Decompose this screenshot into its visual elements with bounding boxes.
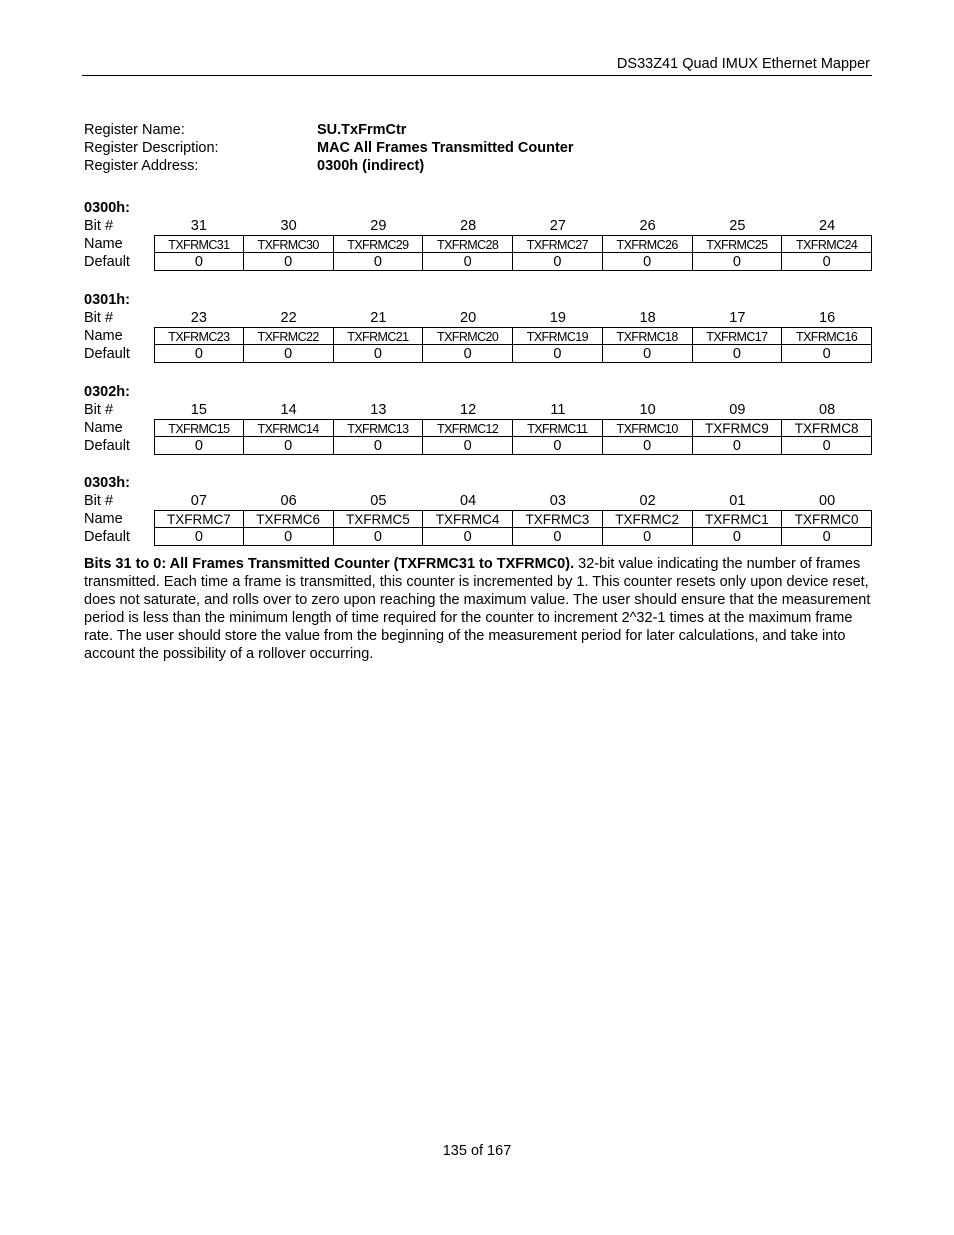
- register-name-label: Register Name:: [84, 122, 185, 138]
- bit-number: 29: [370, 218, 387, 234]
- bit-default-row: [84, 437, 874, 455]
- bit-default-cell: 0: [154, 253, 244, 271]
- bit-number: 08: [819, 402, 836, 418]
- bit-name-cell: TXFRMC18: [603, 327, 693, 345]
- bit-name-cell: TXFRMC22: [244, 327, 334, 345]
- bit-default-cell: 0: [513, 528, 603, 546]
- bit-number: 14: [280, 402, 297, 418]
- bit-name-cell: TXFRMC28: [423, 235, 513, 253]
- bit-default-cell: 0: [244, 345, 334, 363]
- bit-default-cell: 0: [423, 345, 513, 363]
- bit-name-cell: TXFRMC27: [513, 235, 603, 253]
- bit-name-row: [84, 235, 874, 253]
- bit-name-cell: TXFRMC1: [693, 510, 783, 528]
- register-address-label: Register Address:: [84, 158, 199, 174]
- bit-name-cell: TXFRMC3: [513, 510, 603, 528]
- bit-name-cell: TXFRMC11: [513, 419, 603, 437]
- bit-name-cell: TXFRMC31: [154, 235, 244, 253]
- bit-number: 10: [639, 402, 656, 418]
- bit-name-cell: TXFRMC30: [244, 235, 334, 253]
- bit-number: 31: [190, 218, 207, 234]
- bit-number: 22: [280, 310, 297, 326]
- register-description-value: MAC All Frames Transmitted Counter: [317, 140, 574, 156]
- row-label: Default: [84, 346, 130, 362]
- bit-name-cell: TXFRMC8: [782, 419, 872, 437]
- bit-default-cell: 0: [782, 437, 872, 455]
- register-address-value: 0300h (indirect): [317, 158, 425, 174]
- bit-default-cell: 0: [154, 528, 244, 546]
- bit-default-cell: 0: [693, 437, 783, 455]
- bit-number: 21: [370, 310, 387, 326]
- bit-default-cell: 0: [782, 253, 872, 271]
- bit-name-cell: TXFRMC10: [603, 419, 693, 437]
- bit-name-row-cells: [154, 510, 872, 528]
- register-info: [84, 121, 573, 175]
- row-label: Default: [84, 254, 130, 270]
- bit-default-cell: 0: [334, 253, 424, 271]
- bit-default-cell: 0: [782, 528, 872, 546]
- bit-default-cell: 0: [154, 437, 244, 455]
- bit-default-cell: 0: [693, 253, 783, 271]
- row-label: Bit #: [84, 493, 114, 509]
- bit-number: 27: [549, 218, 566, 234]
- bit-default-cell: 0: [603, 253, 693, 271]
- row-label: Default: [84, 529, 130, 545]
- bit-number: 07: [190, 493, 207, 509]
- register-block-address: 0300h:: [84, 200, 130, 216]
- bit-number-row: [84, 309, 874, 327]
- bit-number: 17: [729, 310, 746, 326]
- bit-default-cell: 0: [513, 345, 603, 363]
- bit-name-cell: TXFRMC13: [334, 419, 424, 437]
- row-label: Name: [84, 328, 123, 344]
- bit-number: 13: [370, 402, 387, 418]
- bit-default-cell: 0: [603, 437, 693, 455]
- row-label: Bit #: [84, 218, 114, 234]
- bit-number: 18: [639, 310, 656, 326]
- bit-number-row: [84, 401, 874, 419]
- bit-default-cell: 0: [513, 437, 603, 455]
- bit-number: 30: [280, 218, 297, 234]
- bit-number-row-cells: [154, 217, 872, 235]
- row-label: Bit #: [84, 310, 114, 326]
- bit-number: 26: [639, 218, 656, 234]
- bit-default-cell: 0: [603, 528, 693, 546]
- bit-default-cell: 0: [693, 345, 783, 363]
- bit-name-cell: TXFRMC5: [334, 510, 424, 528]
- bit-default-row-cells: [154, 345, 872, 363]
- bit-name-cell: TXFRMC4: [423, 510, 513, 528]
- bit-number: 20: [460, 310, 477, 326]
- bit-default-cell: 0: [782, 345, 872, 363]
- bit-name-row: [84, 510, 874, 528]
- bit-number-row-cells: [154, 309, 872, 327]
- register-description-label: Register Description:: [84, 140, 219, 156]
- bit-name-cell: TXFRMC26: [603, 235, 693, 253]
- bit-number: 12: [460, 402, 477, 418]
- bit-default-row-cells: [154, 253, 872, 271]
- bit-name-cell: TXFRMC23: [154, 327, 244, 345]
- bit-number: 23: [190, 310, 207, 326]
- bit-name-cell: TXFRMC0: [782, 510, 872, 528]
- page-number: 135 of 167: [442, 1143, 512, 1159]
- bit-number: 19: [549, 310, 566, 326]
- bit-name-row-cells: [154, 419, 872, 437]
- bit-description-text: 32-bit value indicating the number of frames transmitted. Each time a frame is transmitted, this counter is incremented by 1. This counter resets only upon device reset, does not saturate, and rolls over to zero upon reaching the maximum value. The user should ensure that the measurement period is less than the minimum length of time required for the counter to increment 2^32-1 times at the maximum frame rate. The user should store the value from the beginning of the measurement period for later calculations, and take into account the possibility of a rollover occurring.: [84, 556, 871, 662]
- bit-default-cell: 0: [423, 253, 513, 271]
- bit-name-cell: TXFRMC6: [244, 510, 334, 528]
- bit-default-cell: 0: [334, 528, 424, 546]
- row-label: Default: [84, 438, 130, 454]
- bit-name-cell: TXFRMC19: [513, 327, 603, 345]
- bit-default-cell: 0: [603, 345, 693, 363]
- bit-name-cell: TXFRMC9: [693, 419, 783, 437]
- bit-name-cell: TXFRMC12: [423, 419, 513, 437]
- bit-name-row: [84, 327, 874, 345]
- bit-default-cell: 0: [334, 345, 424, 363]
- bit-name-row-cells: [154, 327, 872, 345]
- row-label: Name: [84, 420, 123, 436]
- bit-name-cell: TXFRMC20: [423, 327, 513, 345]
- bit-number-row-cells: [154, 401, 872, 419]
- register-description-row: [84, 139, 573, 157]
- bit-name-cell: TXFRMC2: [603, 510, 693, 528]
- bit-number-row-cells: [154, 492, 872, 510]
- bit-description-heading: Bits 31 to 0: All Frames Transmitted Counter (TXFRMC31 to TXFRMC0).: [84, 556, 575, 572]
- bit-number: 01: [729, 493, 746, 509]
- register-name-row: [84, 121, 573, 139]
- bit-name-row: [84, 419, 874, 437]
- register-block-address: 0303h:: [84, 475, 130, 491]
- bit-name-cell: TXFRMC14: [244, 419, 334, 437]
- header-divider: [82, 75, 872, 76]
- bit-default-row: [84, 253, 874, 271]
- row-label: Name: [84, 511, 123, 527]
- bit-name-cell: TXFRMC29: [334, 235, 424, 253]
- bit-name-cell: TXFRMC25: [693, 235, 783, 253]
- bit-default-cell: 0: [244, 437, 334, 455]
- bit-default-cell: 0: [244, 528, 334, 546]
- bit-number: 09: [729, 402, 746, 418]
- register-block-address: 0301h:: [84, 292, 130, 308]
- bit-name-cell: TXFRMC7: [154, 510, 244, 528]
- bit-number: 05: [370, 493, 387, 509]
- bit-default-row: [84, 528, 874, 546]
- bit-number: 02: [639, 493, 656, 509]
- bit-default-cell: 0: [513, 253, 603, 271]
- bit-number: 24: [819, 218, 836, 234]
- register-block: [84, 291, 874, 363]
- bit-name-row-cells: [154, 235, 872, 253]
- bit-default-cell: 0: [423, 437, 513, 455]
- bit-default-cell: 0: [693, 528, 783, 546]
- bit-default-row-cells: [154, 528, 872, 546]
- register-block: [84, 474, 874, 546]
- bit-default-cell: 0: [244, 253, 334, 271]
- bit-name-cell: TXFRMC17: [693, 327, 783, 345]
- bit-default-cell: 0: [154, 345, 244, 363]
- bit-number: 04: [460, 493, 477, 509]
- bit-number: 06: [280, 493, 297, 509]
- register-block: [84, 199, 874, 271]
- bit-name-cell: TXFRMC24: [782, 235, 872, 253]
- document-header-title: DS33Z41 Quad IMUX Ethernet Mapper: [616, 56, 870, 72]
- bit-number: 15: [190, 402, 207, 418]
- bit-default-cell: 0: [334, 437, 424, 455]
- row-label: Name: [84, 236, 123, 252]
- bit-number: 11: [550, 402, 566, 418]
- bit-number-row: [84, 217, 874, 235]
- bit-default-row: [84, 345, 874, 363]
- bit-number-row: [84, 492, 874, 510]
- bit-default-row-cells: [154, 437, 872, 455]
- register-address-row: [84, 157, 573, 175]
- bit-default-cell: 0: [423, 528, 513, 546]
- register-name-value: SU.TxFrmCtr: [317, 122, 407, 138]
- register-block: [84, 383, 874, 455]
- bit-number: 03: [549, 493, 566, 509]
- bit-name-cell: TXFRMC15: [154, 419, 244, 437]
- bit-name-cell: TXFRMC21: [334, 327, 424, 345]
- register-block-address: 0302h:: [84, 384, 130, 400]
- bit-number: 00: [819, 493, 836, 509]
- bit-number: 28: [460, 218, 477, 234]
- bit-name-cell: TXFRMC16: [782, 327, 872, 345]
- bit-number: 16: [819, 310, 836, 326]
- row-label: Bit #: [84, 402, 114, 418]
- bit-description: [84, 555, 874, 663]
- bit-number: 25: [729, 218, 746, 234]
